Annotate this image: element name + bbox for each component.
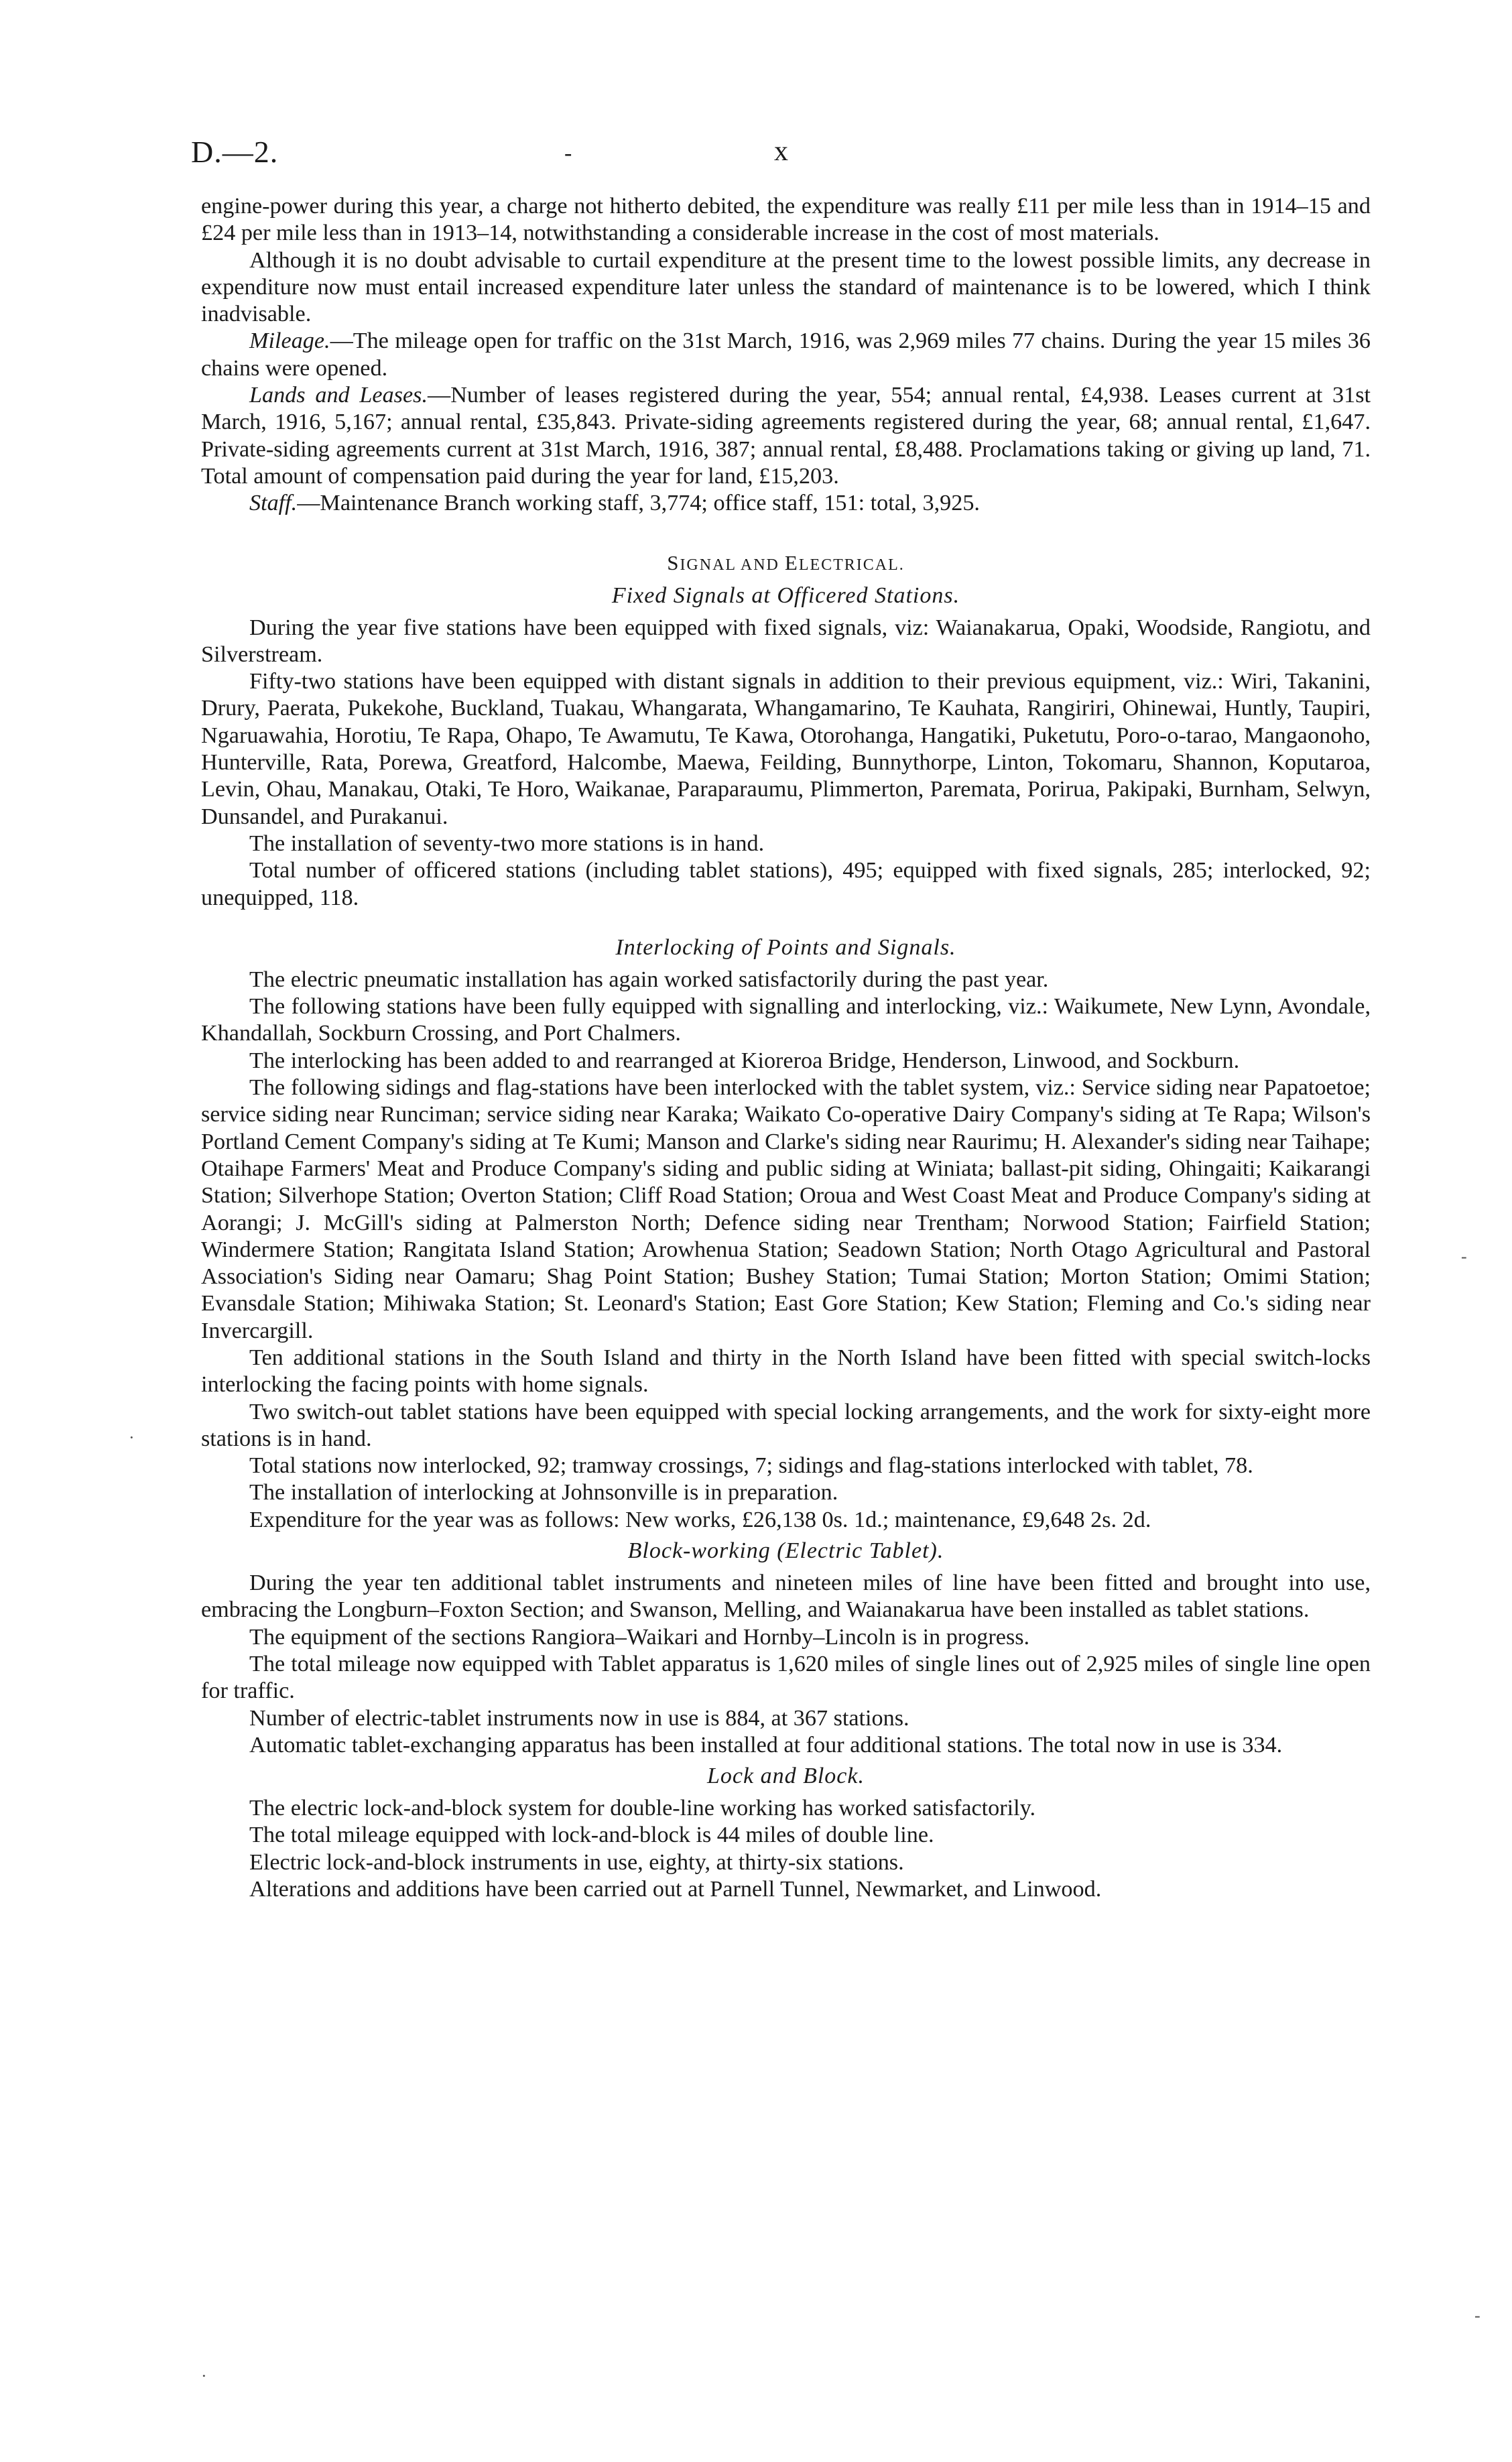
paragraph: Expenditure for the year was as follows: New works, £26,138 0s. 1d.; maintenance, £9,648 2s. 2d. [249, 1507, 1151, 1532]
paragraph: The following sidings and flag-stations have been interlocked with the tablet system, viz.: Service siding near Papatoetoe; service siding near Runciman; service siding near Karaka; Waikato Co-operative Dairy Company's siding at Te Rapa; Wilson's Portland Cement Company's siding at Te Kumi; Manson and Clarke's siding near Raurimu; H. Alexander's siding near Taihape; Otaihape Farmers' Meat and Produce Company's siding and public siding at Winiata; ballast-pit siding, Ohingaiti; Kaikarangi Station; Silverhope Station; Overton Station; Cliff Road Station; Oroua and West Coast Meat and Produce Company's siding at Aorangi; J. McGill's siding at Palmerston North; Defence siding near Trentham; Norwood Station; Fairfield Station; Windermere Station; Rangitata Island Station; Arowhenua Station; Seadown Station; North Otago Agricultural and Pastoral Association's Siding near Oamaru; Shag Point Station; Bushey Station; Tumai Station; Morton Station; Omimi Station; Evansdale Station; Mihiwaka Station; St. Leonard's Station; East Gore Station; Kew Station; Fleming and Co.'s siding near Invercargill. [201, 1075, 1371, 1343]
paragraph: Electric lock-and-block instruments in use, eighty, at thirty-six stations. [249, 1849, 904, 1875]
paragraph: Number of electric-tablet instruments now in use is 884, at 367 stations. [249, 1705, 909, 1731]
paragraph: The total mileage equipped with lock-and-block is 44 miles of double line. [249, 1823, 934, 1848]
paragraph: The interlocking has been added to and rearranged at Kioreroa Bridge, Henderson, Linwood, and Sockburn. [249, 1048, 1240, 1073]
subsection-heading: Interlocking of Points and Signals. [615, 934, 956, 960]
paragraph: Total stations now interlocked, 92; tramway crossings, 7; sidings and flag-stations interlocked with tablet, 78. [249, 1453, 1253, 1479]
paragraph: Fifty-two stations have been equipped with distant signals in addition to their previous equipment, viz.: Wiri, Takanini, Drury, Paerata, Pukekohe, Buckland, Tuakau, Whangarata, Whangamarino, Te Kauhata, Rangiriri, Ohinewai, Huntly, Taupiri, Ngaruawahia, Horotiu, Te Rapa, Ohapo, Te Awamutu, Te Kawa, Otorohanga, Hangatiki, Puketutu, Poro-o-tarao, Mangaonoho, Hunterville, Rata, Porewa, Greatford, Halcombe, Maewa, Feilding, Bunnythorpe, Linton, Tokomaru, Shannon, Koputaroa, Levin, Ohau, Manakau, Otaki, Te Horo, Waikanae, Paraparaumu, Plimmerton, Paremata, Porirua, Pakipaki, Burnham, Selwyn, Dunsandel, and Purakanui. [201, 669, 1371, 829]
subsection-heading: Block-working (Electric Tablet). [627, 1538, 944, 1564]
paragraph-lead: Lands and Leases. [249, 383, 428, 408]
paragraph: Although it is no doubt advisable to curtail expenditure at the present time to the lowest possible limits, any decrease in expenditure now must entail increased expenditure later unless the standard of maintenance is to be lowered, which I think inadvisable. [201, 247, 1371, 327]
paragraph: The electric pneumatic installation has again worked satisfactorily during the past year. [249, 967, 1049, 992]
paragraph [201, 382, 1371, 490]
paragraph-text: —The mileage open for traffic on the 31st March, 1916, was 2,969 miles 77 chains. During the year 15 miles 36 chains were opened. [201, 328, 1371, 381]
paragraph [201, 490, 1371, 517]
paragraph: The installation of seventy-two more stations is in hand. [249, 830, 765, 856]
subsection-heading: Fixed Signals at Officered Stations. [611, 582, 960, 608]
scan-speck: - [1461, 1247, 1467, 1266]
paragraph: Total number of officered stations (including tablet stations), 495; equipped with fixed signals, 285; interlocked, 92; unequipped, 118. [201, 858, 1371, 910]
paragraph: During the year five stations have been equipped with fixed signals, viz: Waianakarua, Opaki, Woodside, Rangiotu, and Silverstream. [201, 615, 1371, 667]
paragraph: Two switch-out tablet stations have been equipped with special locking arrangements, and the work for sixty-eight more stations is in hand. [201, 1399, 1371, 1451]
paragraph: The following stations have been fully equipped with signalling and interlocking, viz.: Waikumete, New Lynn, Avondale, Khandallah, Sockburn Crossing, and Port Chalmers. [201, 994, 1371, 1046]
paragraph-lead: Mileage. [249, 328, 330, 354]
paragraph-text: —Number of leases registered during the year, 554; annual rental, £4,938. Leases current at 31st March, 1916, 5,167; annual rental, £35,843. Private-siding agreements registered during the year, 68; annual rental, £1,647. Private-siding agreements current at 31st March, 1916, 387; annual rental, £8,488. Proclamations taking or giving up land, 71. Total amount of compensation paid during the year for land, £15,203. [201, 383, 1371, 489]
paragraph: Ten additional stations in the South Island and thirty in the North Island have been fitted with special switch-locks interlocking the facing points with home signals. [201, 1345, 1371, 1398]
paragraph: The installation of interlocking at Johnsonville is in preparation. [249, 1480, 838, 1505]
page-number: x [774, 136, 788, 167]
paragraph-text: —Maintenance Branch working staff, 3,774; office staff, 151: total, 3,925. [297, 491, 980, 516]
subsection-heading: Lock and Block. [707, 1764, 865, 1789]
paragraph: The total mileage now equipped with Tablet apparatus is 1,620 miles of single lines out of 2,925 miles of single line open for traffic. [201, 1651, 1371, 1704]
header-dash: - [564, 141, 572, 166]
page-header [191, 134, 1361, 181]
page-body [201, 193, 1371, 1903]
scan-speck: · [129, 1428, 135, 1447]
paragraph: The equipment of the sections Rangiora–Waikari and Hornby–Lincoln is in progress. [249, 1624, 1030, 1650]
paragraph: engine-power during this year, a charge not hitherto debited, the expenditure was really £11 per mile less than in 1914–15 and £24 per mile less than in 1913–14, notwithstanding a considerable increase in the cost of most materials. [201, 194, 1371, 246]
scan-speck: · [201, 2366, 207, 2386]
paragraph: Alterations and additions have been carried out at Parnell Tunnel, Newmarket, and Linwood. [249, 1877, 1102, 1902]
paragraph-lead: Staff. [249, 491, 298, 516]
paragraph: Automatic tablet-exchanging apparatus has been installed at four additional stations. The total now in use is 334. [249, 1732, 1283, 1758]
paragraph: The electric lock-and-block system for double-line working has worked satisfactorily. [249, 1796, 1036, 1821]
page-reference: D.—2. [191, 135, 279, 169]
paragraph [201, 328, 1371, 382]
section-heading: SIGNAL AND ELECTRICAL. [667, 550, 905, 574]
paragraph: During the year ten additional tablet instruments and nineteen miles of line have been fitted and brought into use, embracing the Longburn–Foxton Section; and Swanson, Melling, and Waianakarua have been installed as tablet stations. [201, 1571, 1371, 1623]
scan-speck: ‐ [1474, 2306, 1480, 2325]
